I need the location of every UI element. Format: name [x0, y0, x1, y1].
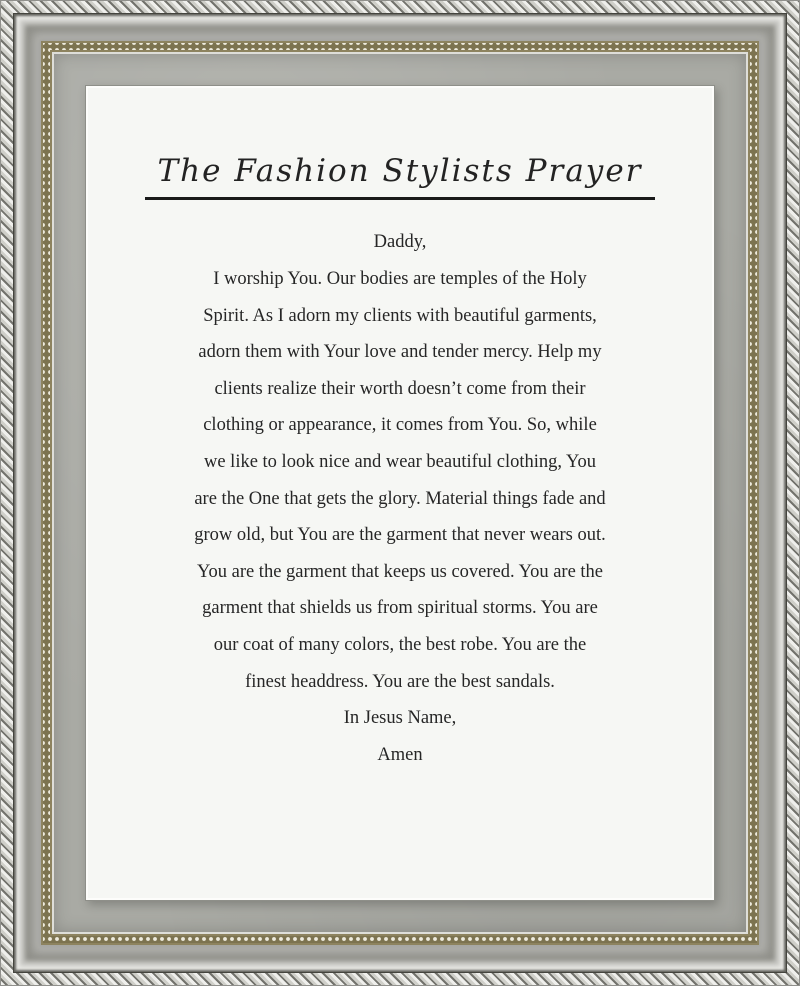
prayer-title: The Fashion Stylists Prayer — [145, 150, 654, 200]
prayer-line: clients realize their worth doesn’t come from their — [214, 378, 586, 399]
frame-gold-outer-trim — [41, 41, 759, 945]
prayer-body — [88, 224, 712, 773]
prayer-line: clothing or appearance, it comes from You. So, while — [203, 415, 597, 436]
prayer-line: I worship You. Our bodies are temples of the Holy — [213, 268, 587, 289]
prayer-line: our coat of many colors, the best robe. You are the — [213, 634, 587, 655]
frame-beaded-trim — [43, 43, 757, 943]
prayer-line: are the One that gets the glory. Material things fade and — [194, 488, 606, 509]
frame-silver-band — [13, 13, 787, 973]
prayer-line: adorn them with Your love and tender mercy. Help my — [198, 342, 602, 363]
prayer-line: Amen — [377, 744, 423, 765]
prayer-line: finest headdress. You are the best sandals. — [245, 671, 555, 692]
frame-gold-inner-trim — [50, 50, 750, 936]
prayer-line: Daddy, — [373, 232, 427, 253]
frame-silver-liner — [52, 52, 748, 934]
mat-board — [54, 54, 746, 932]
prayer-line: grow old, but You are the garment that never wears out. — [194, 525, 606, 546]
prayer-line: You are the garment that keeps us covered. You are the — [196, 561, 604, 582]
prayer-line: In Jesus Name, — [343, 708, 457, 729]
prayer-line: we like to look nice and wear beautiful clothing, You — [203, 451, 596, 472]
prayer-line: garment that shields us from spiritual storms. You are — [202, 598, 598, 619]
prayer-line: Spirit. As I adorn my clients with beautiful garments, — [203, 305, 597, 326]
prayer-print — [88, 88, 712, 898]
